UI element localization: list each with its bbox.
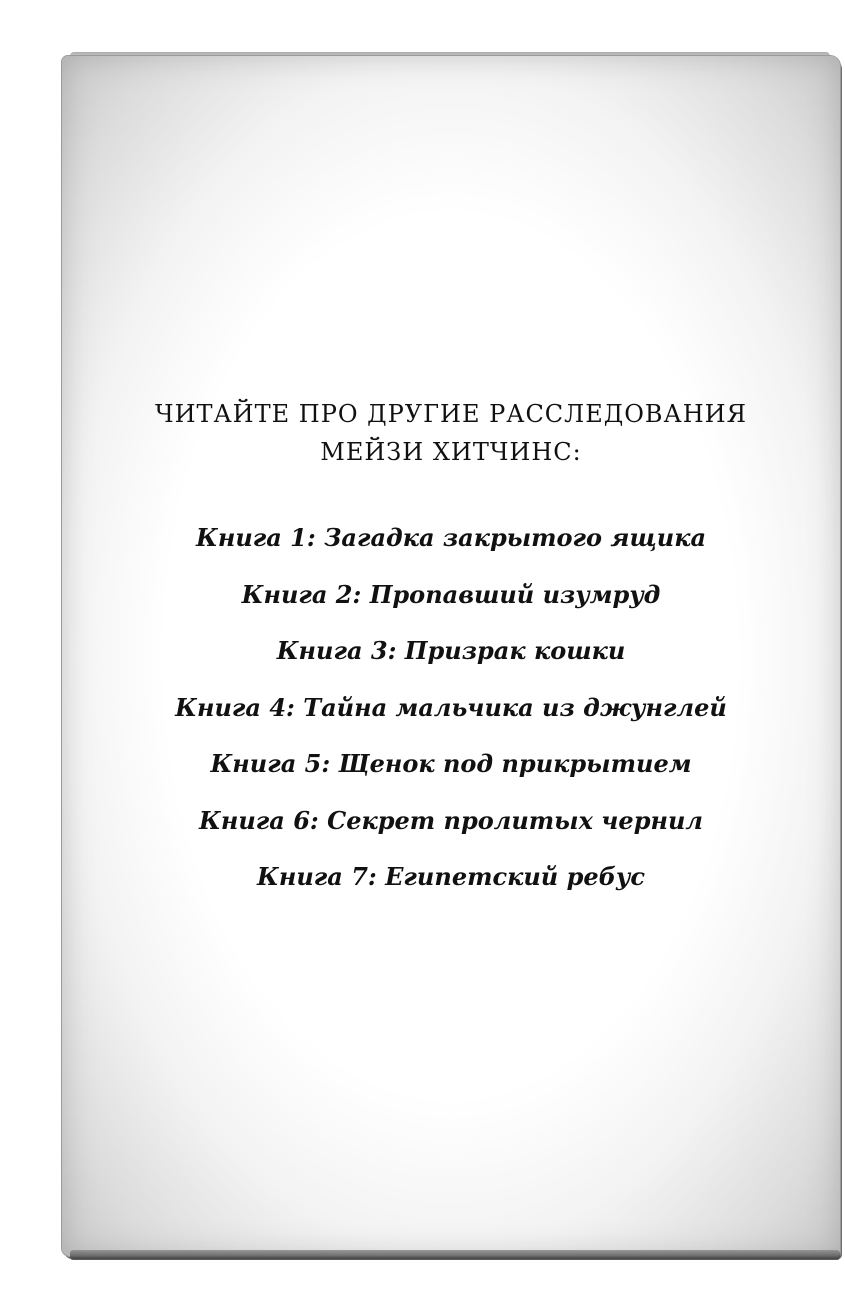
heading-line-1: ЧИТАЙТЕ ПРО ДРУГИЕ РАССЛЕДОВАНИЯ [155, 400, 747, 428]
book-item-2: Книга 2: Пропавший изумруд [241, 579, 661, 609]
heading-line-2: МЕЙЗИ ХИТЧИНС: [320, 438, 582, 466]
page-heading [62, 395, 840, 471]
book-item-7: Книга 7: Египетский ребус [257, 862, 645, 891]
paper-edge-bottom [70, 1250, 840, 1260]
book-item-3: Книга 3: Призрак кошки [276, 636, 626, 665]
book-item-1: Книга 1: Загадка закрытого ящика [196, 523, 706, 552]
book-list [62, 516, 840, 912]
book-item-6: Книга 6: Секрет пролитых чернил [199, 805, 703, 835]
book-item-4: Книга 4: Тайна мальчика из джунглей [175, 692, 727, 722]
book-item-5: Книга 5: Щенок под прикрытием [210, 749, 692, 778]
